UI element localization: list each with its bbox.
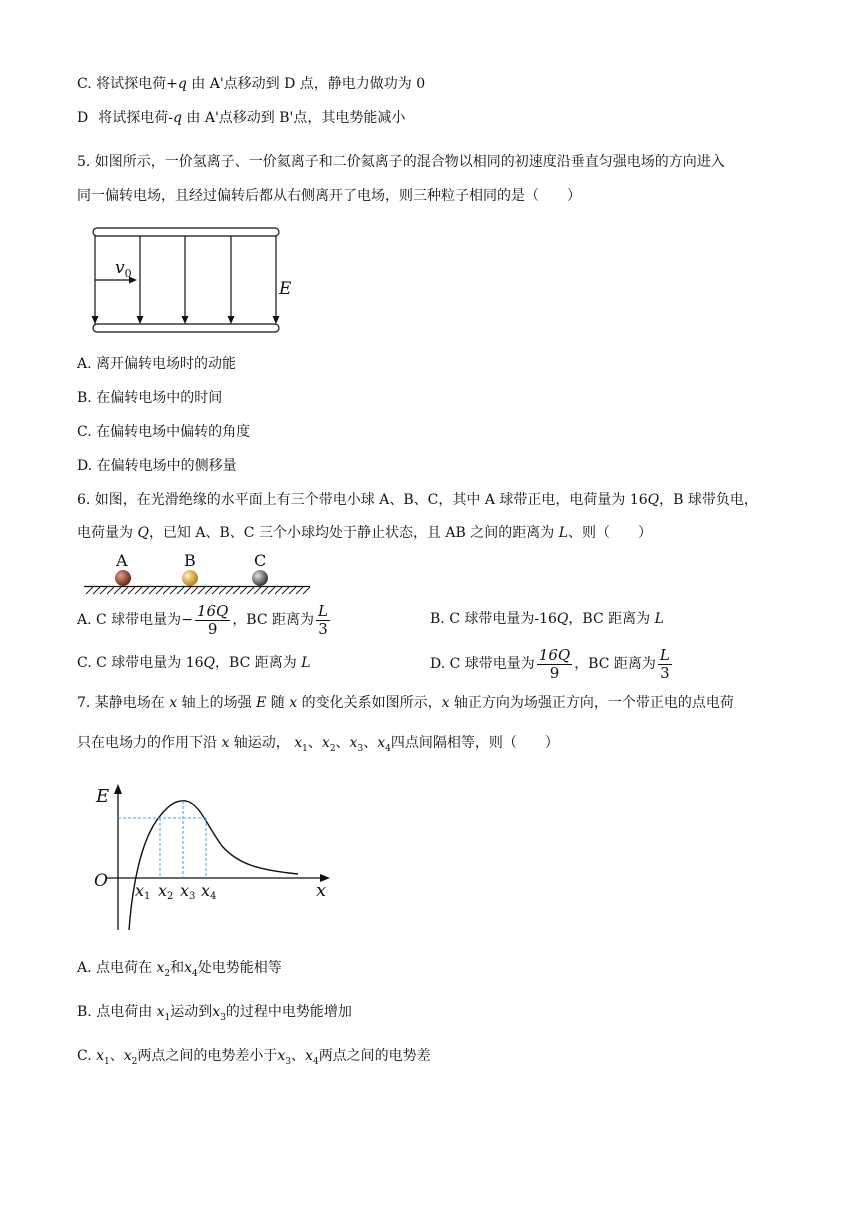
- origin-label: O: [94, 871, 108, 891]
- ball-a: [115, 570, 131, 586]
- tick-x1: x1: [135, 881, 151, 902]
- v0-label: $v_0$: [115, 258, 132, 280]
- q7-option-a: A. 点电荷在 $x_2$和$x_4$处电势能相等: [77, 960, 282, 979]
- q5-option-a: A. 离开偏转电场时的动能: [77, 356, 237, 372]
- top-plate: [93, 228, 279, 236]
- q7-option-c: C. $x_1$、$x_2$两点之间的电势差小于$x_3$、$x_4$两点之间的电势差: [77, 1048, 431, 1067]
- q4-option-d: D 将试探电荷-q 由 A'点移动到 B'点，其电势能减小: [77, 110, 406, 126]
- e-axis-label: E: [96, 786, 110, 807]
- bottom-plate: [93, 324, 279, 332]
- x-axis-label: x: [316, 880, 327, 901]
- q7-stem-line2: 只在电场力的作用下沿 x 轴运动， $x_1$、$x_2$、$x_3$、$x_4$四点间隔相等，则（ ）: [77, 735, 559, 754]
- tick-x2: x2: [158, 881, 174, 902]
- tick-x4: x4: [201, 881, 217, 902]
- q7-stem-line1: 7. 某静电场在 x 轴上的场强 E 随 x 的变化关系如图所示，x 轴正方向为场强正方向，一个带正电的点电荷: [77, 695, 734, 711]
- field-lines: [140, 236, 276, 318]
- q6-stem-line2: 电荷量为 Q，已知 A、B、C 三个小球均处于静止状态，且 AB 之间的距离为 L、则（ ）: [77, 525, 652, 541]
- q6-option-a: A. C 球带电量为− $\frac{16Q}{9}$ ，BC 距离为 $\frac{L}{3}$: [77, 601, 328, 638]
- ball-c-label: C: [254, 551, 267, 570]
- q5-option-d: D. 在偏转电场中的侧移量: [77, 458, 237, 474]
- e-curve: [129, 801, 298, 930]
- e-label: E: [279, 279, 292, 299]
- q7-option-b: B. 点电荷由 $x_1$运动到$x_3$的过程中电势能增加: [77, 1004, 352, 1023]
- ball-a-label: A: [116, 551, 128, 570]
- ground-hatch: [86, 587, 310, 594]
- q7-e-x-graph: [88, 780, 338, 940]
- q6-stem-line1: 6. 如图，在光滑绝缘的水平面上有三个带电小球 A、B、C，其中 A 球带正电，电荷量为 16Q，B 球带负电，: [77, 492, 758, 508]
- q5-option-b: B. 在偏转电场中的时间: [77, 390, 223, 406]
- q5-stem-line2: 同一偏转电场，且经过偏转后都从右侧离开了电场，则三种粒子相同的是（ ）: [77, 188, 581, 204]
- q5-option-c: C. 在偏转电场中偏转的角度: [77, 424, 251, 440]
- q6-option-d: D. C 球带电量为 $\frac{16Q}{9}$ ，BC 距离为 $\frac{L}{3}$: [430, 645, 670, 682]
- q6-option-b: B. C 球带电量为-16Q，BC 距离为 L: [430, 611, 664, 627]
- ball-c: [252, 570, 268, 586]
- q6-option-c: C. C 球带电量为 16Q，BC 距离为 L: [77, 655, 311, 671]
- q5-stem-line1: 5. 如图所示，一价氢离子、一价氦离子和二价氦离子的混合物以相同的初速度沿垂直匀强电场的方向进入: [77, 154, 725, 170]
- tick-x3: x3: [180, 881, 196, 902]
- q4-option-c: C. 将试探电荷+q 由 A'点移动到 D 点，静电力做功为 0: [77, 76, 426, 92]
- ball-b: [182, 570, 198, 586]
- q6-balls-figure: [80, 548, 320, 596]
- ball-b-label: B: [184, 551, 196, 570]
- q5-field-figure: [85, 224, 295, 340]
